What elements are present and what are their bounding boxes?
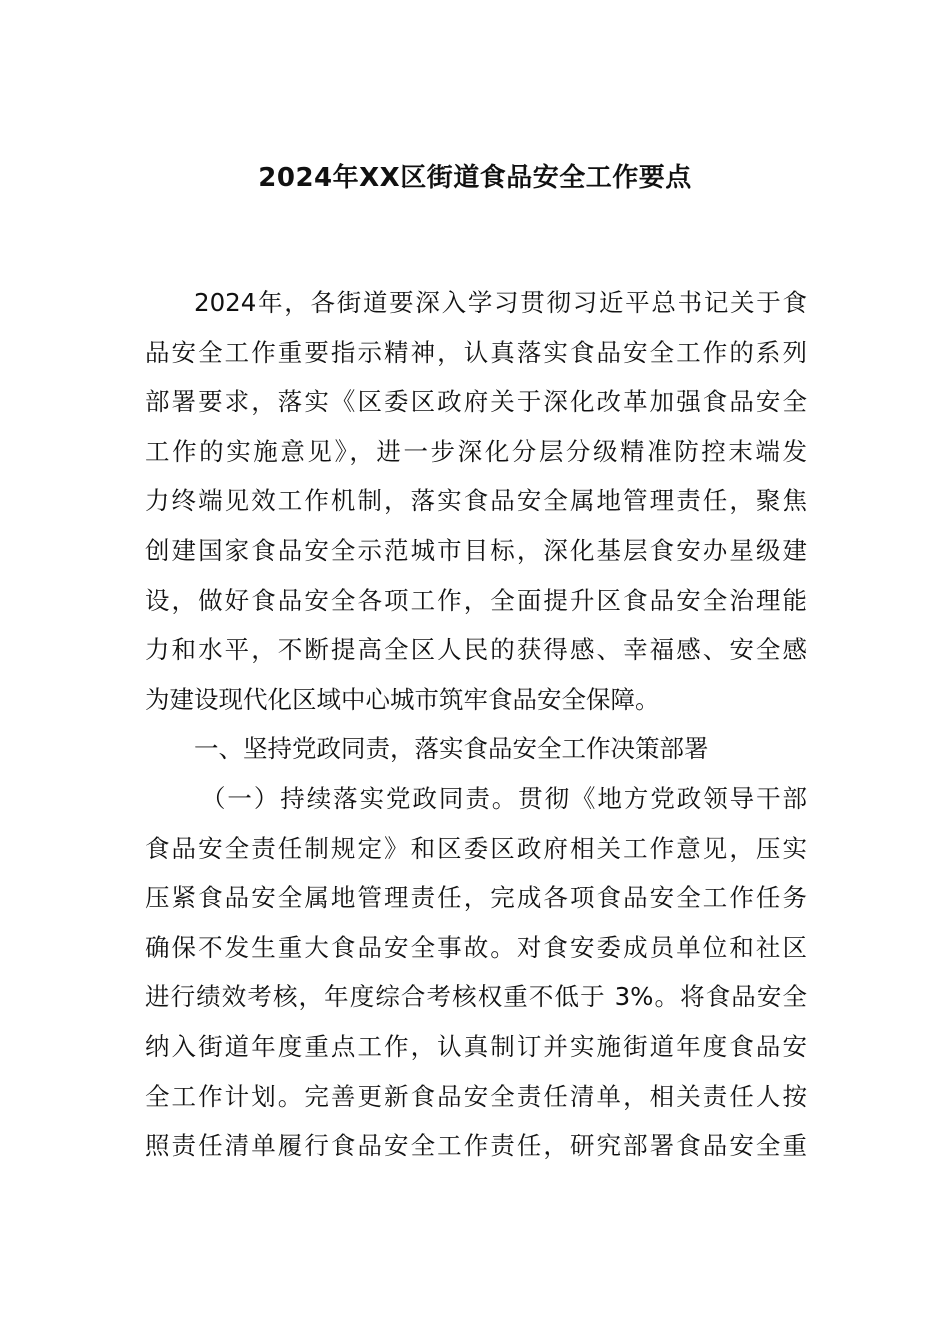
paragraph-line: 部署要求，落实《区委区政府关于深化改革加强食品安全 <box>145 387 807 417</box>
paragraph-line: 进行绩效考核，年度综合考核权重不低于 3%。将食品安全 <box>145 982 807 1012</box>
paragraph-line: 照责任清单履行食品安全工作责任，研究部署食品安全重 <box>145 1131 807 1161</box>
paragraph-line: 全工作计划。完善更新食品安全责任清单，相关责任人按 <box>145 1081 807 1111</box>
paragraph-line: 工作的实施意见》，进一步深化分层分级精准防控末端发 <box>145 436 807 466</box>
paragraph-line: 食品安全责任制规定》和区委区政府相关工作意见，压实 <box>145 833 807 863</box>
paragraph-line: 设，做好食品安全各项工作，全面提升区食品安全治理能 <box>145 585 807 615</box>
document-title: 2024年XX区街道食品安全工作要点 <box>258 163 692 193</box>
paragraph-line: 压紧食品安全属地管理责任，完成各项食品安全工作任务 <box>145 883 807 913</box>
document-body <box>145 278 807 1171</box>
paragraph-line: 创建国家食品安全示范城市目标，深化基层食安办星级建 <box>145 535 807 565</box>
paragraph-line: 为建设现代化区域中心城市筑牢食品安全保障。 <box>145 684 660 714</box>
paragraph-line: 纳入街道年度重点工作，认真制订并实施街道年度食品安 <box>145 1031 807 1061</box>
paragraph-line: （一）持续落实党政同责。贯彻《地方党政领导干部 <box>201 783 807 813</box>
paragraph-line: 力和水平，不断提高全区人民的获得感、幸福感、安全感 <box>145 635 807 665</box>
paragraph-line: 品安全工作重要指示精神，认真落实食品安全工作的系列 <box>145 337 807 367</box>
paragraph-line: 确保不发生重大食品安全事故。对食安委成员单位和社区 <box>145 932 807 962</box>
paragraph-line: 2024年，各街道要深入学习贯彻习近平总书记关于食 <box>194 288 807 317</box>
section-heading: 一、坚持党政同责，落实食品安全工作决策部署 <box>194 734 709 764</box>
paragraph-line: 力终端见效工作机制，落实食品安全属地管理责任，聚焦 <box>145 486 807 516</box>
